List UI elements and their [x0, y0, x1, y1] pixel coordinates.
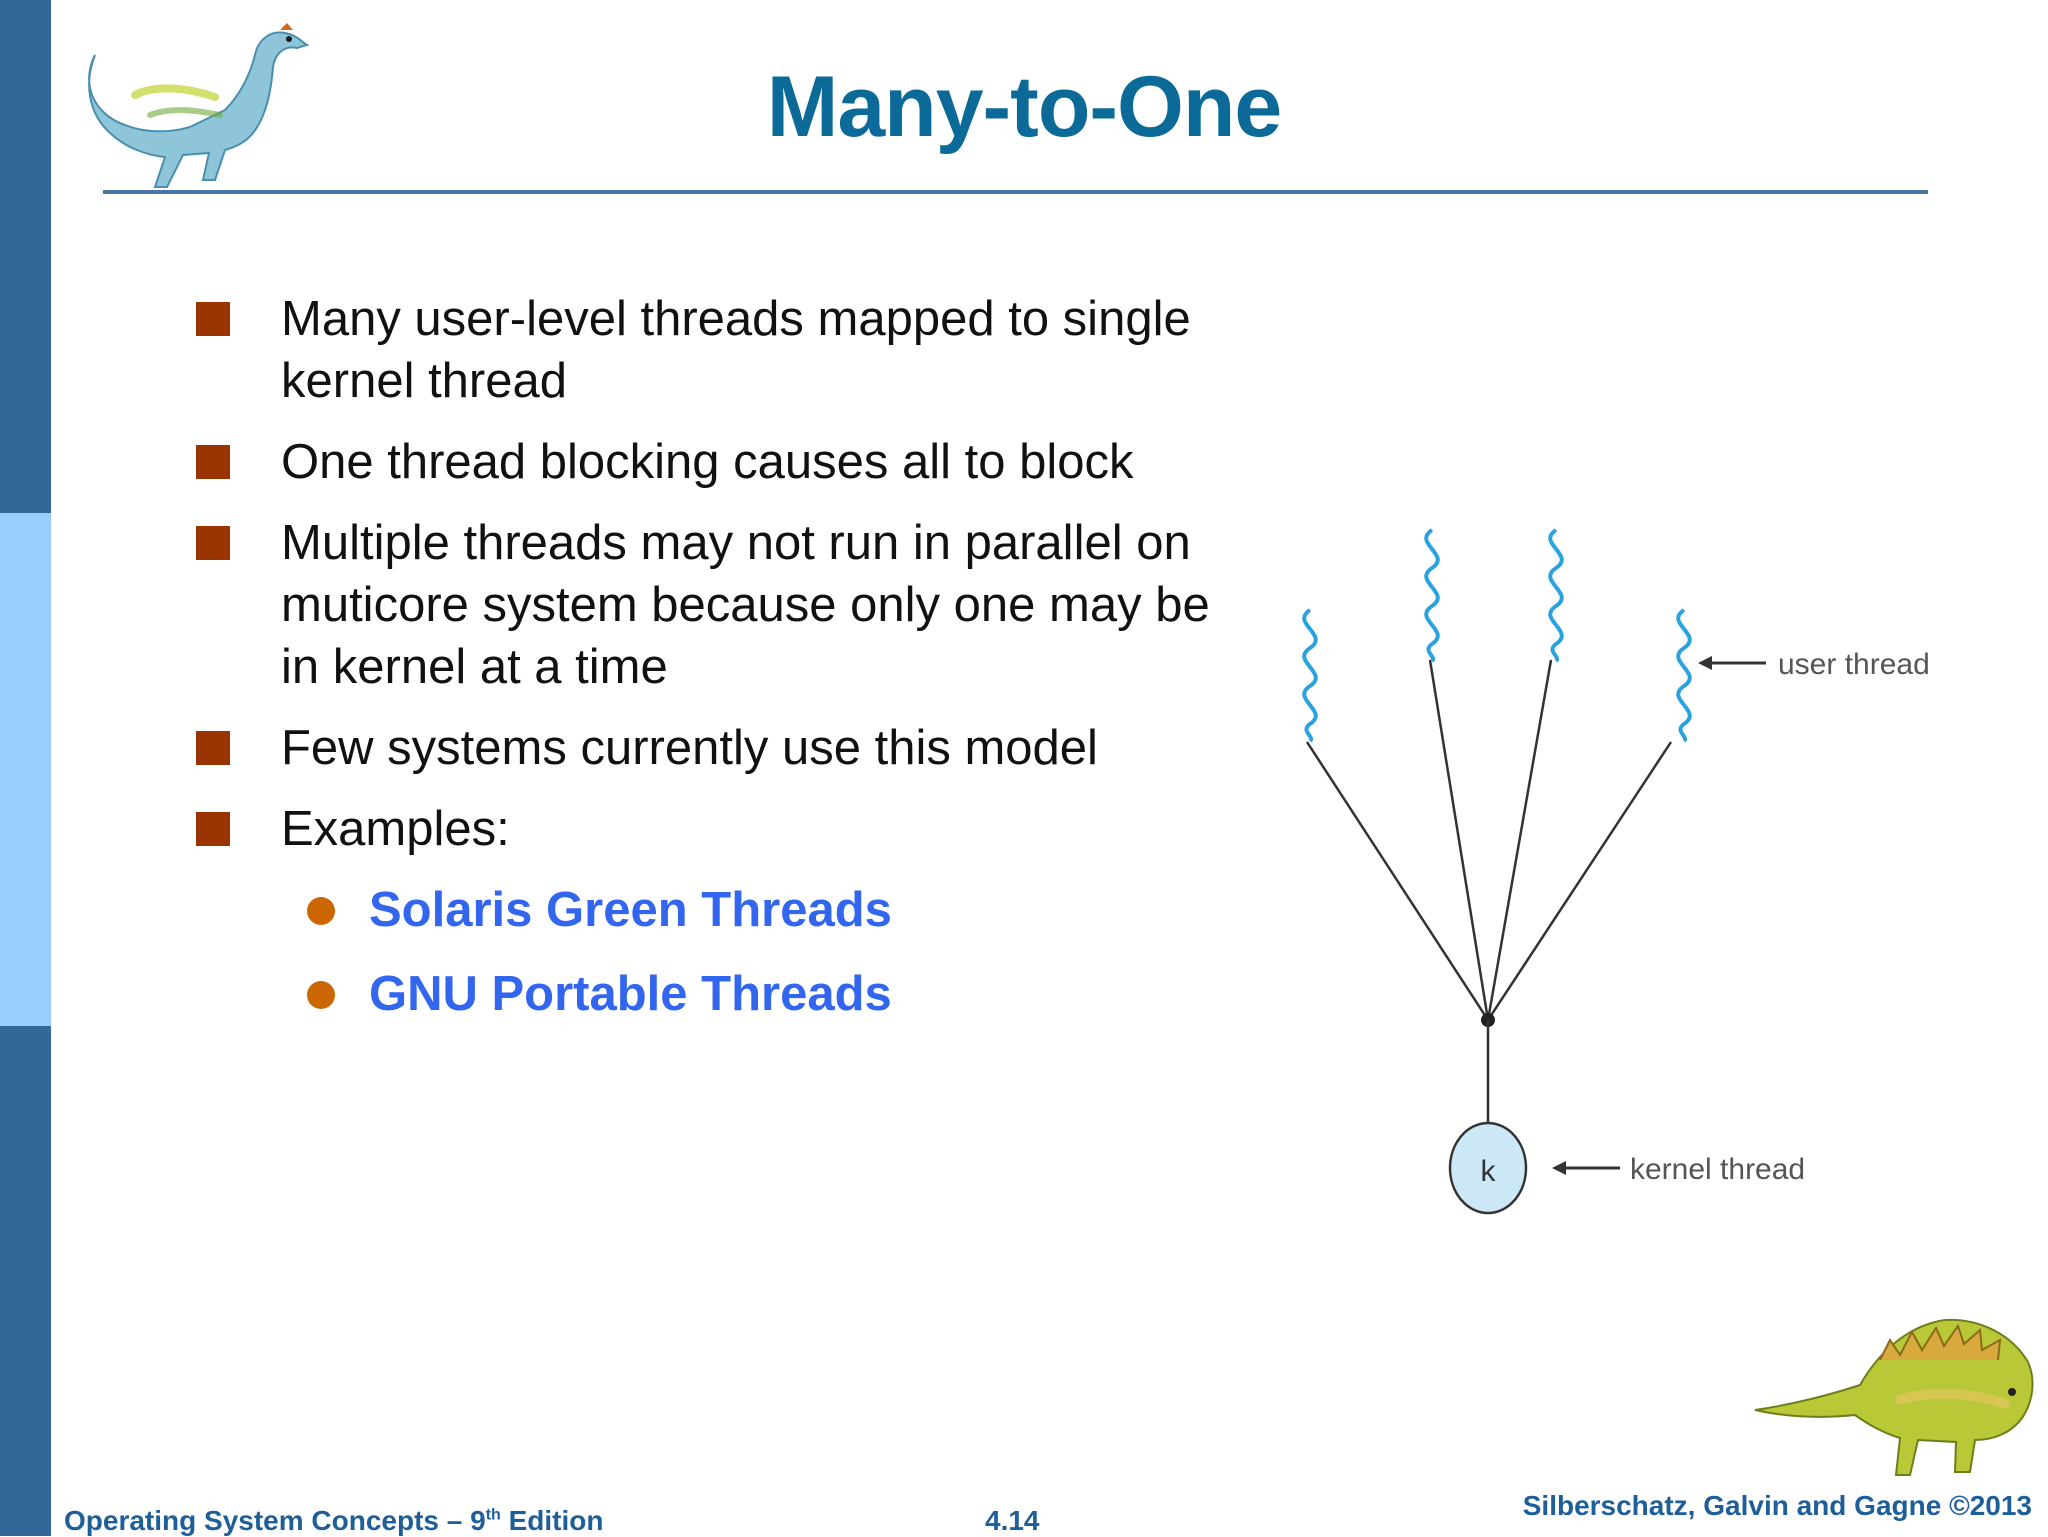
bullet-text: Multiple threads may not run in parallel on muticore system because only one may be in kernel at a time [281, 516, 1210, 694]
user-thread-wave-icon [1304, 610, 1316, 741]
bullet-item [196, 512, 1246, 698]
bullet-list [196, 288, 1246, 1047]
footer-book-name: Operating System Concepts – 9 [64, 1505, 486, 1536]
mapping-line [1307, 742, 1488, 1020]
sub-bullet-item [196, 963, 1246, 1025]
dinosaur-footer-icon [1750, 1300, 2040, 1485]
user-thread-wave-icon [1678, 610, 1690, 741]
bullet-item [196, 717, 1246, 779]
mapping-line [1488, 660, 1551, 1020]
example-text: GNU Portable Threads [369, 967, 892, 1021]
bullet-text: Many user-level threads mapped to single kernel thread [281, 292, 1191, 408]
user-thread-label: user thread [1778, 648, 1930, 681]
page-number: 4.14 [985, 1505, 1040, 1536]
sidebar-band-middle [0, 513, 51, 1026]
user-thread-wave-icon [1550, 530, 1562, 661]
bullet-text: Few systems currently use this model [281, 721, 1098, 775]
sub-bullet-dot-icon [307, 897, 335, 925]
arrowhead-icon [1698, 656, 1712, 670]
kernel-thread-label: kernel thread [1630, 1153, 1806, 1186]
title-divider [103, 190, 1928, 194]
example-text: Solaris Green Threads [369, 883, 892, 937]
bullet-item [196, 431, 1246, 493]
many-to-one-diagram [1280, 515, 1940, 1225]
mapping-line [1488, 742, 1671, 1020]
sidebar-band-bottom [0, 1026, 51, 1536]
footer-edition-suffix: th [485, 1506, 501, 1524]
sidebar-stripe [0, 0, 51, 1536]
sub-bullet-item [196, 879, 1246, 941]
bullet-square-icon [196, 526, 230, 560]
mapping-line [1430, 660, 1488, 1020]
bullet-square-icon [196, 731, 230, 765]
bullet-item [196, 288, 1246, 412]
bullet-square-icon [196, 445, 230, 479]
bullet-square-icon [196, 302, 230, 336]
footer-authors: Silberschatz, Galvin and Gagne ©2013 [1522, 1490, 2032, 1521]
arrowhead-icon [1552, 1161, 1566, 1175]
slide-title: Many-to-One [766, 59, 1282, 155]
bullet-item [196, 798, 1246, 860]
bullet-text: One thread blocking causes all to block [281, 435, 1134, 489]
sub-bullet-dot-icon [307, 981, 335, 1009]
footer-edition-word: Edition [500, 1505, 604, 1536]
kernel-node-label: k [1480, 1155, 1496, 1188]
footer-book-title [64, 1505, 603, 1537]
user-thread-wave-icon [1426, 530, 1438, 661]
bullet-square-icon [196, 812, 230, 846]
bullet-text: Examples: [281, 802, 510, 856]
